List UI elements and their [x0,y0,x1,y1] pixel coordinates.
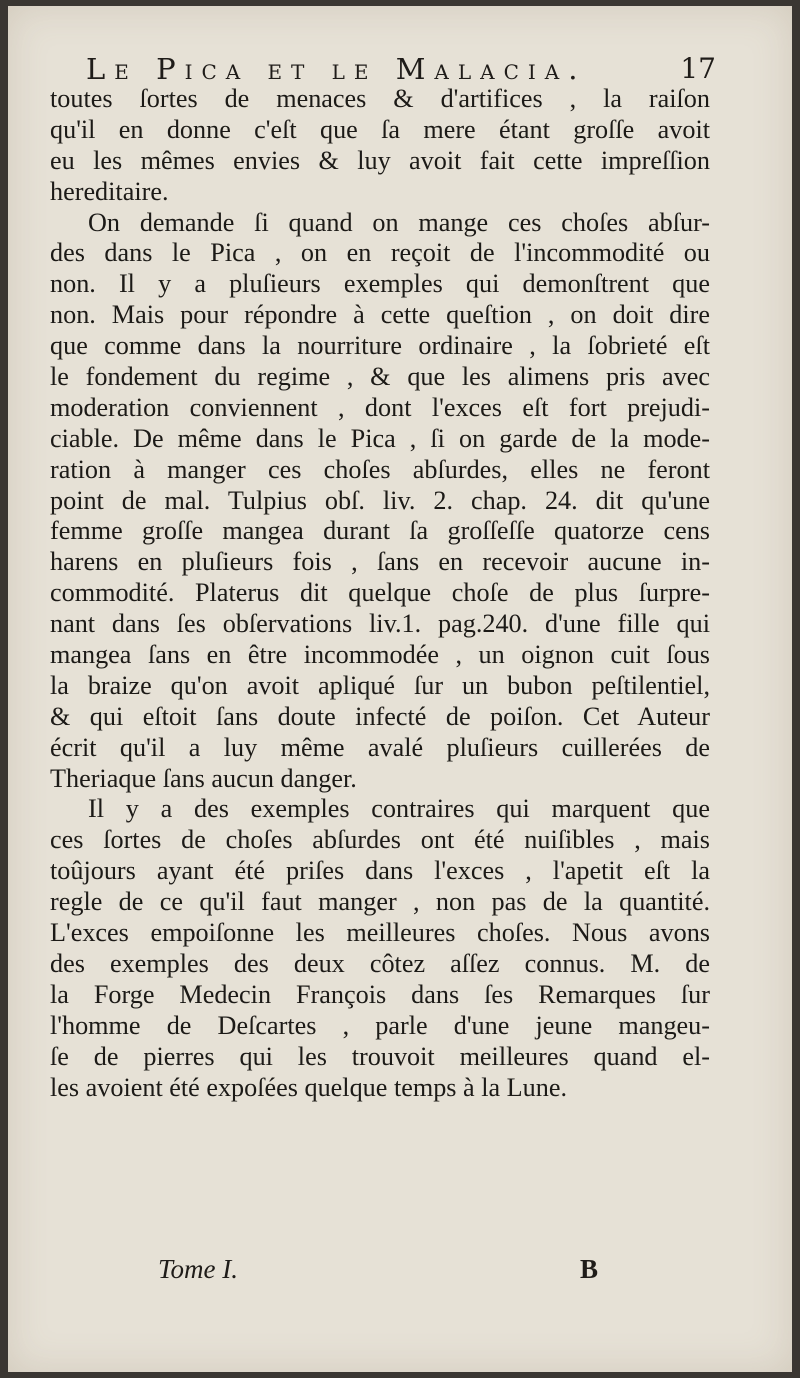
text-line: l'homme de Deſcartes , parle d'une jeune mangeu- [50,1010,710,1040]
text-line: la braize qu'on avoit apliqué ſur un bubon peſtilentiel, [50,670,710,700]
text-line: eu les mêmes envies & luy avoit fait cette impreſſion [50,145,710,175]
page-number: 17 [680,52,716,85]
volume-label: Tome I. [158,1254,239,1284]
body-text [50,84,710,1103]
text-line: hereditaire. [50,176,169,206]
text-line: nant dans ſes obſervations liv.1. pag.240. d'une fille qui [50,609,710,639]
text-line: ſe de pierres qui les trouvoit meilleures quand el- [50,1041,710,1071]
text-line: ces ſortes de choſes abſurdes ont été nuiſibles , mais [50,825,710,855]
text-line: harens en pluſieurs fois , ſans en recevoir aucune in- [50,547,710,577]
book-page [8,6,792,1372]
text-line: ciable. De même dans le Pica , ſi on garde de la mode- [50,423,710,453]
text-line: la Forge Medecin François dans ſes Remarques ſur [50,979,710,1009]
text-line: toûjours ayant été priſes dans l'exces , l'apetit eſt la [50,856,710,886]
text-line: moderation conviennent , dont l'exces eſt fort prejudi- [50,392,710,422]
text-line: non. Mais pour répondre à cette queſtion , on doit dire [50,300,710,330]
text-line: les avoient été expoſées quelque temps à la Lune. [50,1072,568,1102]
text-line: toutes ſortes de menaces & d'artifices , la raiſon [50,84,710,113]
text-line: & qui eſtoit ſans doute infecté de poiſon. Cet Auteur [50,701,710,731]
text-line: L'exces empoiſonne les meilleures choſes. Nous avons [50,918,710,948]
signature-mark: B [579,1254,598,1284]
text-line: Theriaque ſans aucun danger. [50,763,357,793]
text-line: commodité. Platerus dit quelque choſe de plus ſurpre- [50,578,710,608]
text-line: qu'il en donne c'eſt que ſa mere étant groſſe avoit [50,114,710,144]
page-footer [158,1254,598,1294]
text-line: non. Il y a pluſieurs exemples qui demonſtrent que [50,269,710,299]
text-line: écrit qu'il a luy même avalé pluſieurs cuillerées de [50,732,710,762]
text-line: point de mal. Tulpius obſ. liv. 2. chap. 24. dit qu'une [50,485,710,515]
text-line: regle de ce qu'il faut manger , non pas de la quantité. [50,887,710,917]
text-line: que comme dans la nourriture ordinaire , la ſobrieté eſt [50,331,710,361]
text-line: Il y a des exemples contraires qui marquent que [88,794,710,824]
text-line: mangea ſans en être incommodée , un oignon cuit ſous [50,640,710,670]
running-title: Le Pica et le Malacia. [86,52,587,86]
text-line: le fondement du regime , & que les alimens pris avec [50,362,710,392]
text-line: des exemples des deux côtez aſſez connus. M. de [50,948,710,978]
text-line: femme groſſe mangea durant ſa groſſeſſe quatorze cens [50,516,710,546]
text-line: ration à manger ces choſes abſurdes, elles ne feront [50,454,710,484]
text-line: On demande ſi quand on mange ces choſes abſur- [88,207,710,237]
text-line: des dans le Pica , on en reçoit de l'incommodité ou [50,238,710,268]
